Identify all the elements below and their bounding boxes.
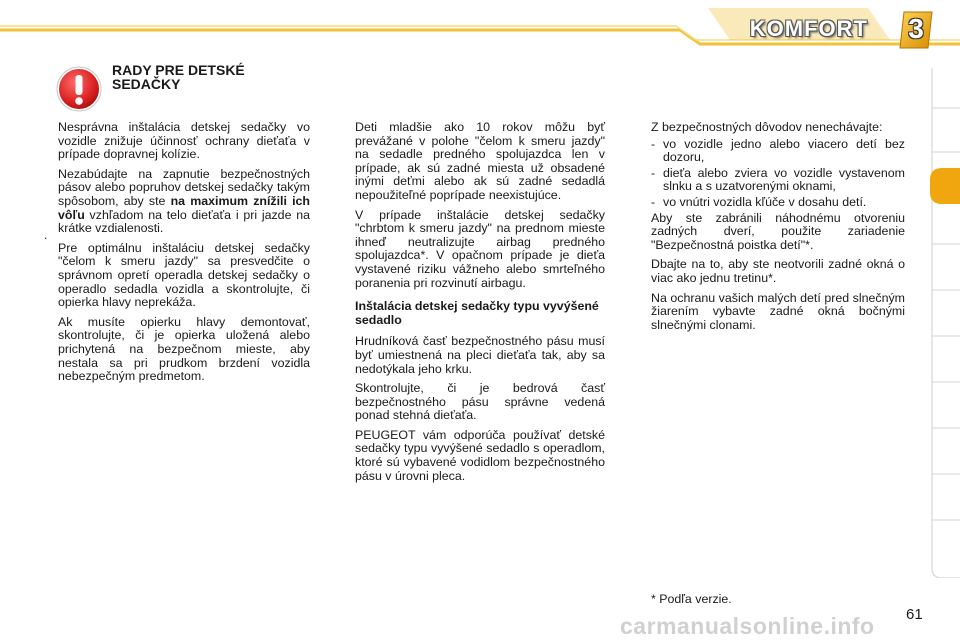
- page-number: 61: [906, 606, 923, 623]
- col1-p2-bold: na maximum znížili ich vôľu: [58, 193, 310, 222]
- col1-paragraph-2: [58, 168, 310, 236]
- section-title-line2: SEDAČKY: [112, 76, 181, 92]
- col3-list-item: [651, 167, 905, 194]
- column-2: [355, 121, 605, 489]
- list-dash: -: [651, 165, 656, 180]
- section-title: [112, 63, 332, 91]
- chapter-number: 3: [908, 13, 924, 44]
- col2-paragraph-1: Deti mladšie ako 10 rokov môžu byť prevážané v polohe "čelom k smeru jazdy" na sedadle predného spolujazdca len v prípade, ak sú zadné miesta už obsadené inými deťmi alebo ak sú zadné sedadlá nepoužiteľné poprípade neexistujúce.: [355, 120, 605, 202]
- col3-intro: Z bezpečnostných dôvodov nenechávajte:: [651, 120, 883, 134]
- col3-list-item-text: vo vnútri vozidla kľúče v dosahu detí.: [663, 194, 867, 209]
- col3-list-item: [651, 138, 905, 165]
- col2-subtitle: Inštalácia detskej sedačky typu vyvýšené sedadlo: [355, 299, 599, 327]
- chapter-side-tabs: [928, 68, 960, 578]
- watermark: carmanualsonline.info: [620, 613, 875, 639]
- column-3: [651, 121, 905, 338]
- col1-paragraph-3: Pre optimálnu inštaláciu detskej sedačky "čelom k smeru jazdy" sa presvedčite o správnom opretí operadla detskej sedačky o operadlo sedadla vozidla a skontrolujte, či opierka hlavy neprekáža.: [58, 240, 310, 310]
- section-title-line1: RADY PRE DETSKÉ: [112, 62, 245, 78]
- list-dash: -: [651, 194, 656, 209]
- col1-p2-text-a: Nezabúdajte na zapnutie bezpečnostných pásov alebo popruhov detskej sedačky takým spôsobom, aby ste: [58, 166, 310, 208]
- col2-paragraph-5: PEUGEOT vám odporúča používať detské sedačky typu vyvýšené sedadlo s operadlom, ktoré sú vybavené vodidlom bezpečnostného pásu v úrovni pleca.: [355, 427, 605, 483]
- chapter-title: KOMFORT: [749, 16, 868, 41]
- col3-paragraph-3: Dbajte na to, aby ste neotvorili zadné okná o viac ako jednu tretinu*.: [651, 257, 905, 285]
- stray-mark: .: [44, 228, 48, 242]
- column-1: [58, 121, 310, 390]
- col3-paragraph-4: Na ochranu vašich malých detí pred slnečným žiarením vybavte zadné okná bočnými slnečnými clonami.: [651, 290, 905, 332]
- warning-icon: [56, 66, 102, 112]
- col3-list-item-text: dieťa alebo zviera vo vozidle vystavenom slnku a s uzatvorenými oknami,: [663, 165, 905, 194]
- col2-paragraph-3: Hrudníková časť bezpečnostného pásu musí byť umiestnená na pleci dieťaťa tak, aby sa nedotýkala jeho krku.: [355, 334, 605, 376]
- col1-paragraph-1: Nesprávna inštalácia detskej sedačky vo vozidle znižuje účinnosť ochrany dieťaťa v prípade dopravnej kolízie.: [58, 120, 310, 162]
- col3-list-item-text: vo vozidle jedno alebo viacero detí bez dozoru,: [663, 136, 905, 165]
- list-dash: -: [651, 136, 656, 151]
- col2-paragraph-2: V prípade inštalácie detskej sedačky "chrbtom k smeru jazdy" na prednom mieste ihneď neutralizujte airbag predného spolujazdca*. V opačnom prípade je dieťa vystavené riziku vážneho alebo smrteľného poranenia pri rozvinutí airbagu.: [355, 207, 605, 290]
- col3-paragraph-2: Aby ste zabránili náhodnému otvoreniu zadných dverí, použite zariadenie "Bezpečnostná poistka detí"*.: [651, 210, 905, 252]
- col1-p2-text-b: vzhľadom na telo dieťaťa i pri jazde na krátke vzdialenosti.: [58, 207, 310, 236]
- col3-list-item: [651, 196, 905, 210]
- col1-paragraph-4: Ak musíte opierku hlavy demontovať, skontrolujte, či je opierka uložená alebo prichytená na bezpečnom mieste, aby nestala sa pri prudkom brzdení vozidla nebezpečným predmetom.: [58, 314, 310, 384]
- col2-paragraph-4: Skontrolujte, či je bedrová časť bezpečnostného pásu správne vedená ponad stehná dieťaťa.: [355, 381, 605, 423]
- footnote: * Podľa verzie.: [651, 592, 732, 606]
- chapter-badge: [898, 10, 934, 50]
